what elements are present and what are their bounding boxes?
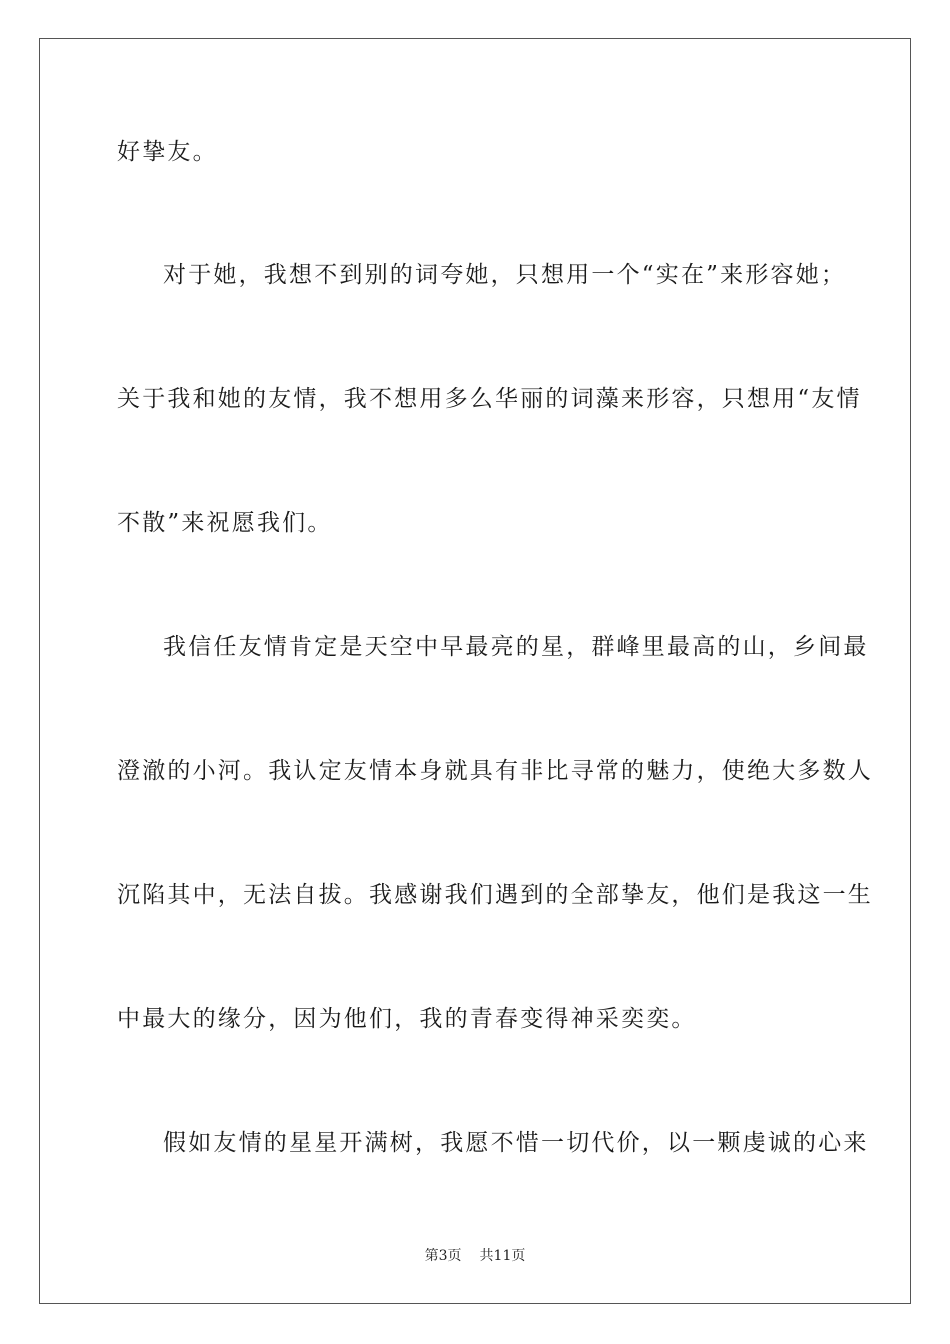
paragraph-start-line: 对于她，我想不到别的词夸她，只想用一个“实在”来形容她；	[163, 262, 847, 288]
text-line: 关于我和她的友情，我不想用多么华丽的词藻来形容，只想用“友情	[117, 386, 862, 412]
paragraph-start-line: 我信任友情肯定是天空中早最亮的星，群峰里最高的山，乡间最	[163, 634, 869, 660]
text-line: 不散”来祝愿我们。	[117, 510, 333, 536]
text-line: 澄澈的小河。我认定友情本身就具有非比寻常的魅力，使绝大多数人	[117, 758, 873, 784]
total-pages: 共11页	[479, 1248, 526, 1264]
page-number: 第3页	[424, 1248, 462, 1264]
text-line: 中最大的缘分，因为他们，我的青春变得神采奕奕。	[117, 1006, 697, 1032]
text-line: 好挚友。	[117, 139, 218, 165]
paragraph-start-line: 假如友情的星星开满树，我愿不惜一切代价，以一颗虔诚的心来	[163, 1130, 869, 1156]
page-footer	[0, 1246, 950, 1266]
page-border	[39, 38, 911, 1304]
text-line: 沉陷其中，无法自拔。我感谢我们遇到的全部挚友，他们是我这一生	[117, 882, 873, 908]
